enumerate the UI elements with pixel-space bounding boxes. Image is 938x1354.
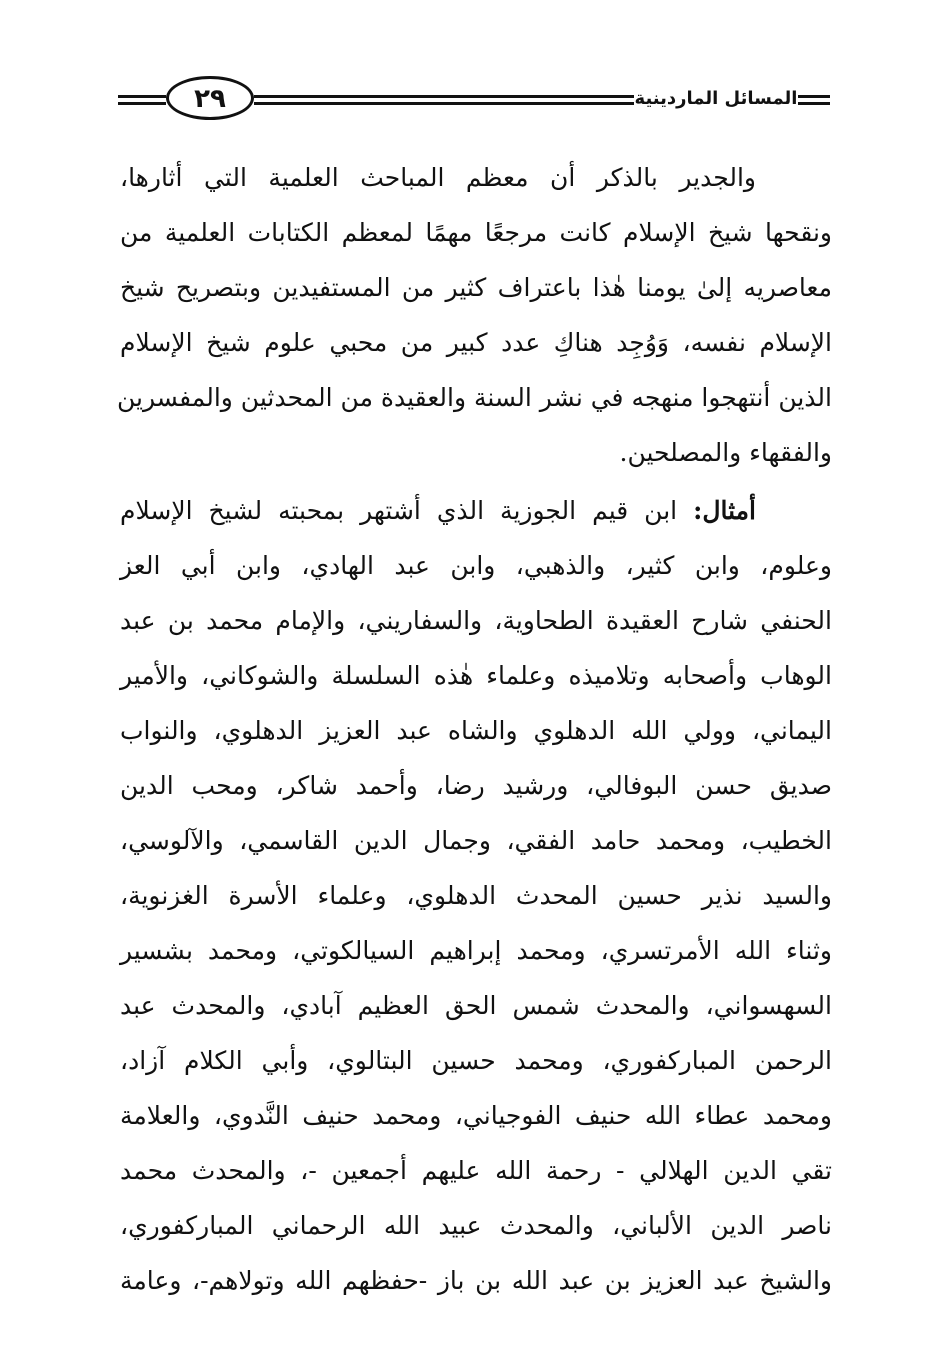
text-line: صديق حسن البوفالي، ورشيد رضا، وأحمد شاكر، ومحب الدين	[120, 771, 832, 800]
text-line: وثناء الله الأمرتسري، ومحمد إبراهيم السيالكوتي، ومحمد بشسير	[120, 936, 832, 965]
text-line: وعلوم، وابن كثير، والذهبي، وابن عبد الهادي، وابن أبي العز	[120, 551, 832, 580]
page-number-oval	[166, 76, 254, 120]
text-line-first	[120, 483, 832, 538]
paragraph-lead-word: أمثال:	[693, 496, 756, 525]
page-number: ٢٩	[194, 84, 226, 114]
page-header	[118, 74, 830, 126]
paragraph-1	[117, 150, 832, 480]
text-line: ناصر الدين الألباني، والمحدث عبيد الله الرحماني المباركفوري،	[120, 1211, 832, 1240]
text-line: الإسلام نفسه، وَوُجِد هناكِ عدد كبير من محبي علوم شيخ الإسلام	[120, 328, 832, 357]
text-line: الرحمن المباركفوري، ومحمد حسين البتالوي، وأبي الكلام آزاد،	[120, 1046, 832, 1075]
text-line: معاصريه إلىٰ يومنا هٰذا باعتراف كثير من المستفيدين وبتصريح شيخ	[120, 273, 832, 302]
paragraph-2	[120, 483, 832, 1308]
text-line: والفقهاء والمصلحين.	[619, 438, 832, 467]
text-line: والشيخ عبد العزيز بن عبد الله بن باز -حفظهم الله وتولاهم-، وعامة	[120, 1266, 832, 1295]
text-line: الحنفي شارح العقيدة الطحاوية، والسفاريني، والإمام محمد بن عبد	[120, 606, 832, 635]
header-right-rule	[798, 95, 830, 105]
text-line: السهسواني، والمحدث شمس الحق العظيم آبادي، والمحدث عبد	[120, 991, 832, 1020]
text-line: تقي الدين الهلالي - رحمة الله عليهم أجمعين -، والمحدث محمد	[120, 1156, 832, 1185]
header-middle-rule	[254, 95, 634, 105]
text-line: الخطيب، ومحمد حامد الفقي، وجمال الدين القاسمي، والآلوسي،	[120, 826, 832, 855]
text-line: ومحمد عطاء الله حنيف الفوجياني، ومحمد حنيف النَّدوي، والعلامة	[120, 1101, 832, 1130]
text-line: الوهاب وأصحابه وتلاميذه وعلماء هٰذه السلسلة والشوكاني، والأمير	[120, 661, 832, 690]
text-line-rest: ابن قيم الجوزية الذي أشتهر بمحبته لشيخ الإسلام	[120, 496, 678, 525]
header-left-rule	[118, 95, 166, 105]
text-line: والجدير بالذكر أن معظم المباحث العلمية التي أثارها،	[120, 163, 756, 192]
page-body	[117, 150, 832, 1308]
running-title: المسائل الماردينية	[634, 88, 798, 109]
text-line: والسيد نذير حسين المحدث الدهلوي، وعلماء الأسرة الغزنوية،	[120, 881, 832, 910]
text-line: اليماني، وولي الله الدهلوي والشاه عبد العزيز الدهلوي، والنواب	[120, 716, 832, 745]
text-line: الذين أنتهجوا منهجه في نشر السنة والعقيدة من المحدثين والمفسرين	[117, 383, 832, 412]
text-line: ونقحها شيخ الإسلام كانت مرجعًا مهمًا لمعظم الكتابات العلمية من	[120, 218, 832, 247]
